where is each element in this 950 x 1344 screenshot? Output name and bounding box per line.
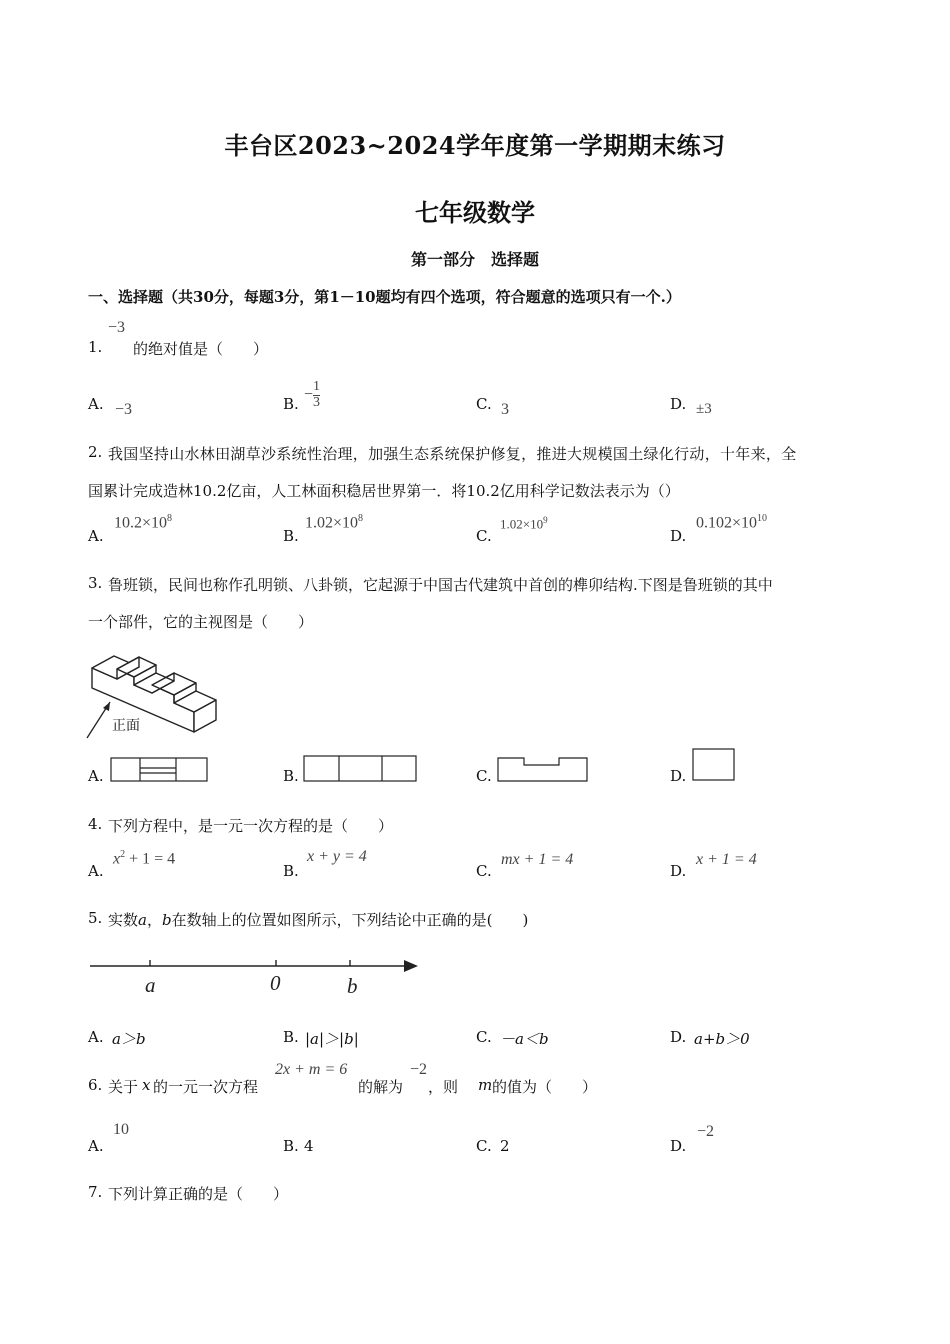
- option-c: mx + 1 = 4: [501, 851, 574, 868]
- question-number: 3.: [88, 574, 103, 592]
- option-b: [304, 380, 320, 410]
- option-label-c: C.: [476, 862, 492, 880]
- option-label-d: D.: [670, 395, 687, 413]
- question-number: 5.: [88, 909, 103, 927]
- base: 0.102×10: [696, 514, 758, 532]
- page-title: 丰台区2023~2024学年度第一学期期末练习: [224, 131, 726, 160]
- text-part: 实数: [108, 911, 139, 929]
- question-text-part: 的一元一次方程: [153, 1078, 259, 1096]
- option-b-figure: [303, 755, 418, 783]
- option-c: 3: [501, 401, 509, 418]
- option-d: a+b＞0: [694, 1030, 750, 1048]
- option-label-a: A.: [88, 1028, 104, 1046]
- base: 1.02×10: [500, 516, 544, 532]
- question-text-part: ，则: [428, 1078, 459, 1096]
- option-a: [114, 513, 172, 532]
- part-heading: 第一部分 选择题: [410, 250, 539, 269]
- variable-x: x: [142, 1076, 151, 1094]
- axis-label-zero: 0: [270, 971, 281, 995]
- option-label-b: B.: [283, 1028, 299, 1046]
- option-label-c: C.: [476, 1137, 492, 1155]
- fraction: [313, 380, 320, 410]
- option-c: 2: [500, 1137, 510, 1155]
- number-line: [88, 955, 423, 977]
- option-c: [500, 515, 548, 532]
- exponent: 9: [543, 515, 548, 525]
- axis-label-a: a: [145, 973, 156, 997]
- option-d: [696, 513, 767, 532]
- option-d-figure: [692, 748, 736, 782]
- luban-lock-figure: [82, 640, 227, 745]
- option-label-d: D.: [670, 767, 687, 785]
- question-text: [108, 909, 528, 930]
- option-label-c: C.: [476, 395, 492, 413]
- option-label-b: B.: [283, 527, 299, 545]
- question-text-part: 关于: [108, 1078, 139, 1096]
- question-text-line2: 一个部件，它的主视图是（ ）: [88, 613, 314, 631]
- option-b: |a|＞|b|: [305, 1030, 359, 1048]
- exponent: 10: [757, 513, 768, 524]
- option-label-c: C.: [476, 767, 492, 785]
- option-label-d: D.: [670, 527, 687, 545]
- option-a: [113, 849, 175, 868]
- option-label-a: A.: [88, 767, 104, 785]
- subject-title: 七年级数学: [415, 198, 535, 227]
- option-b: [305, 513, 363, 532]
- option-label-a: A.: [88, 395, 104, 413]
- text-part: ，: [146, 911, 162, 929]
- option-d: x + 1 = 4: [696, 851, 757, 868]
- remainder: + 1 = 4: [125, 850, 176, 868]
- question-text: 的绝对值是（ ）: [133, 340, 269, 358]
- variable-b: b: [161, 911, 172, 929]
- math-expression: −3: [108, 319, 126, 336]
- option-label-c: C.: [476, 1028, 492, 1046]
- axis-label-b: b: [347, 974, 358, 998]
- variable-m: m: [478, 1076, 493, 1094]
- option-label-a: A.: [88, 527, 104, 545]
- text-part: 在数轴上的位置如图所示，下列结论中正确的是( ): [171, 911, 529, 929]
- option-a-figure: [110, 757, 208, 783]
- equation: 2x + m = 6: [275, 1061, 348, 1078]
- numerator: 1: [313, 379, 321, 394]
- exponent: 8: [358, 513, 364, 524]
- option-label-b: B.: [283, 767, 299, 785]
- option-a: −3: [115, 401, 133, 418]
- question-number: 4.: [88, 815, 103, 833]
- question-text-line2: 国累计完成造林10.2亿亩，人工林面积稳居世界第一．将10.2亿用科学记数法表示为（）: [88, 482, 680, 500]
- option-label-b: B.: [283, 395, 299, 413]
- question-text: 下列方程中，是一元一次方程的是（ ）: [108, 817, 394, 835]
- exponent: 2: [120, 849, 126, 860]
- option-label-b: B.: [283, 862, 299, 880]
- variable: x: [113, 850, 121, 868]
- question-text-part: 的解为: [358, 1078, 404, 1096]
- question-number: 1.: [88, 338, 103, 356]
- solution-value: −2: [410, 1061, 428, 1078]
- option-label-d: D.: [670, 862, 687, 880]
- question-number: 6.: [88, 1076, 103, 1094]
- question-number: 7.: [88, 1183, 103, 1201]
- question-text-line1: 我国坚持山水林田湖草沙系统性治理，加强生态系统保护修复，推进大规模国土绿化行动，十年来，全: [108, 445, 797, 463]
- option-c: －a＜b: [500, 1030, 549, 1048]
- option-b: x + y = 4: [307, 848, 367, 865]
- question-text-part: 的值为（ ）: [492, 1078, 598, 1096]
- option-d: ±3: [696, 401, 712, 417]
- section-heading: 一、选择题（共30分，每题3分，第1－10题均有四个选项，符合题意的选项只有一个.）: [88, 288, 681, 306]
- option-label-d: D.: [670, 1028, 687, 1046]
- minus-sign: −: [304, 386, 314, 404]
- base: 10.2×10: [114, 514, 168, 532]
- question-text: 下列计算正确的是（ ）: [108, 1185, 289, 1203]
- option-a: 10: [113, 1121, 129, 1138]
- option-label-b: B.: [283, 1137, 299, 1155]
- variable-a: a: [138, 911, 147, 929]
- option-label-c: C.: [476, 527, 492, 545]
- option-d: −2: [697, 1123, 715, 1140]
- option-c-figure: [497, 757, 589, 783]
- option-label-d: D.: [670, 1137, 687, 1155]
- option-label-a: A.: [88, 862, 104, 880]
- option-label-a: A.: [88, 1137, 104, 1155]
- question-number: 2.: [88, 443, 103, 461]
- front-view-label: 正面: [112, 718, 140, 734]
- base: 1.02×10: [305, 514, 359, 532]
- exponent: 8: [167, 513, 173, 524]
- denominator: 3: [313, 394, 321, 410]
- question-text-line1: 鲁班锁，民间也称作孔明锁、八卦锁，它起源于中国古代建筑中首创的榫卯结构.下图是鲁班锁的其中: [108, 576, 773, 594]
- option-a: a＞b: [112, 1030, 146, 1048]
- option-b: 4: [304, 1137, 314, 1155]
